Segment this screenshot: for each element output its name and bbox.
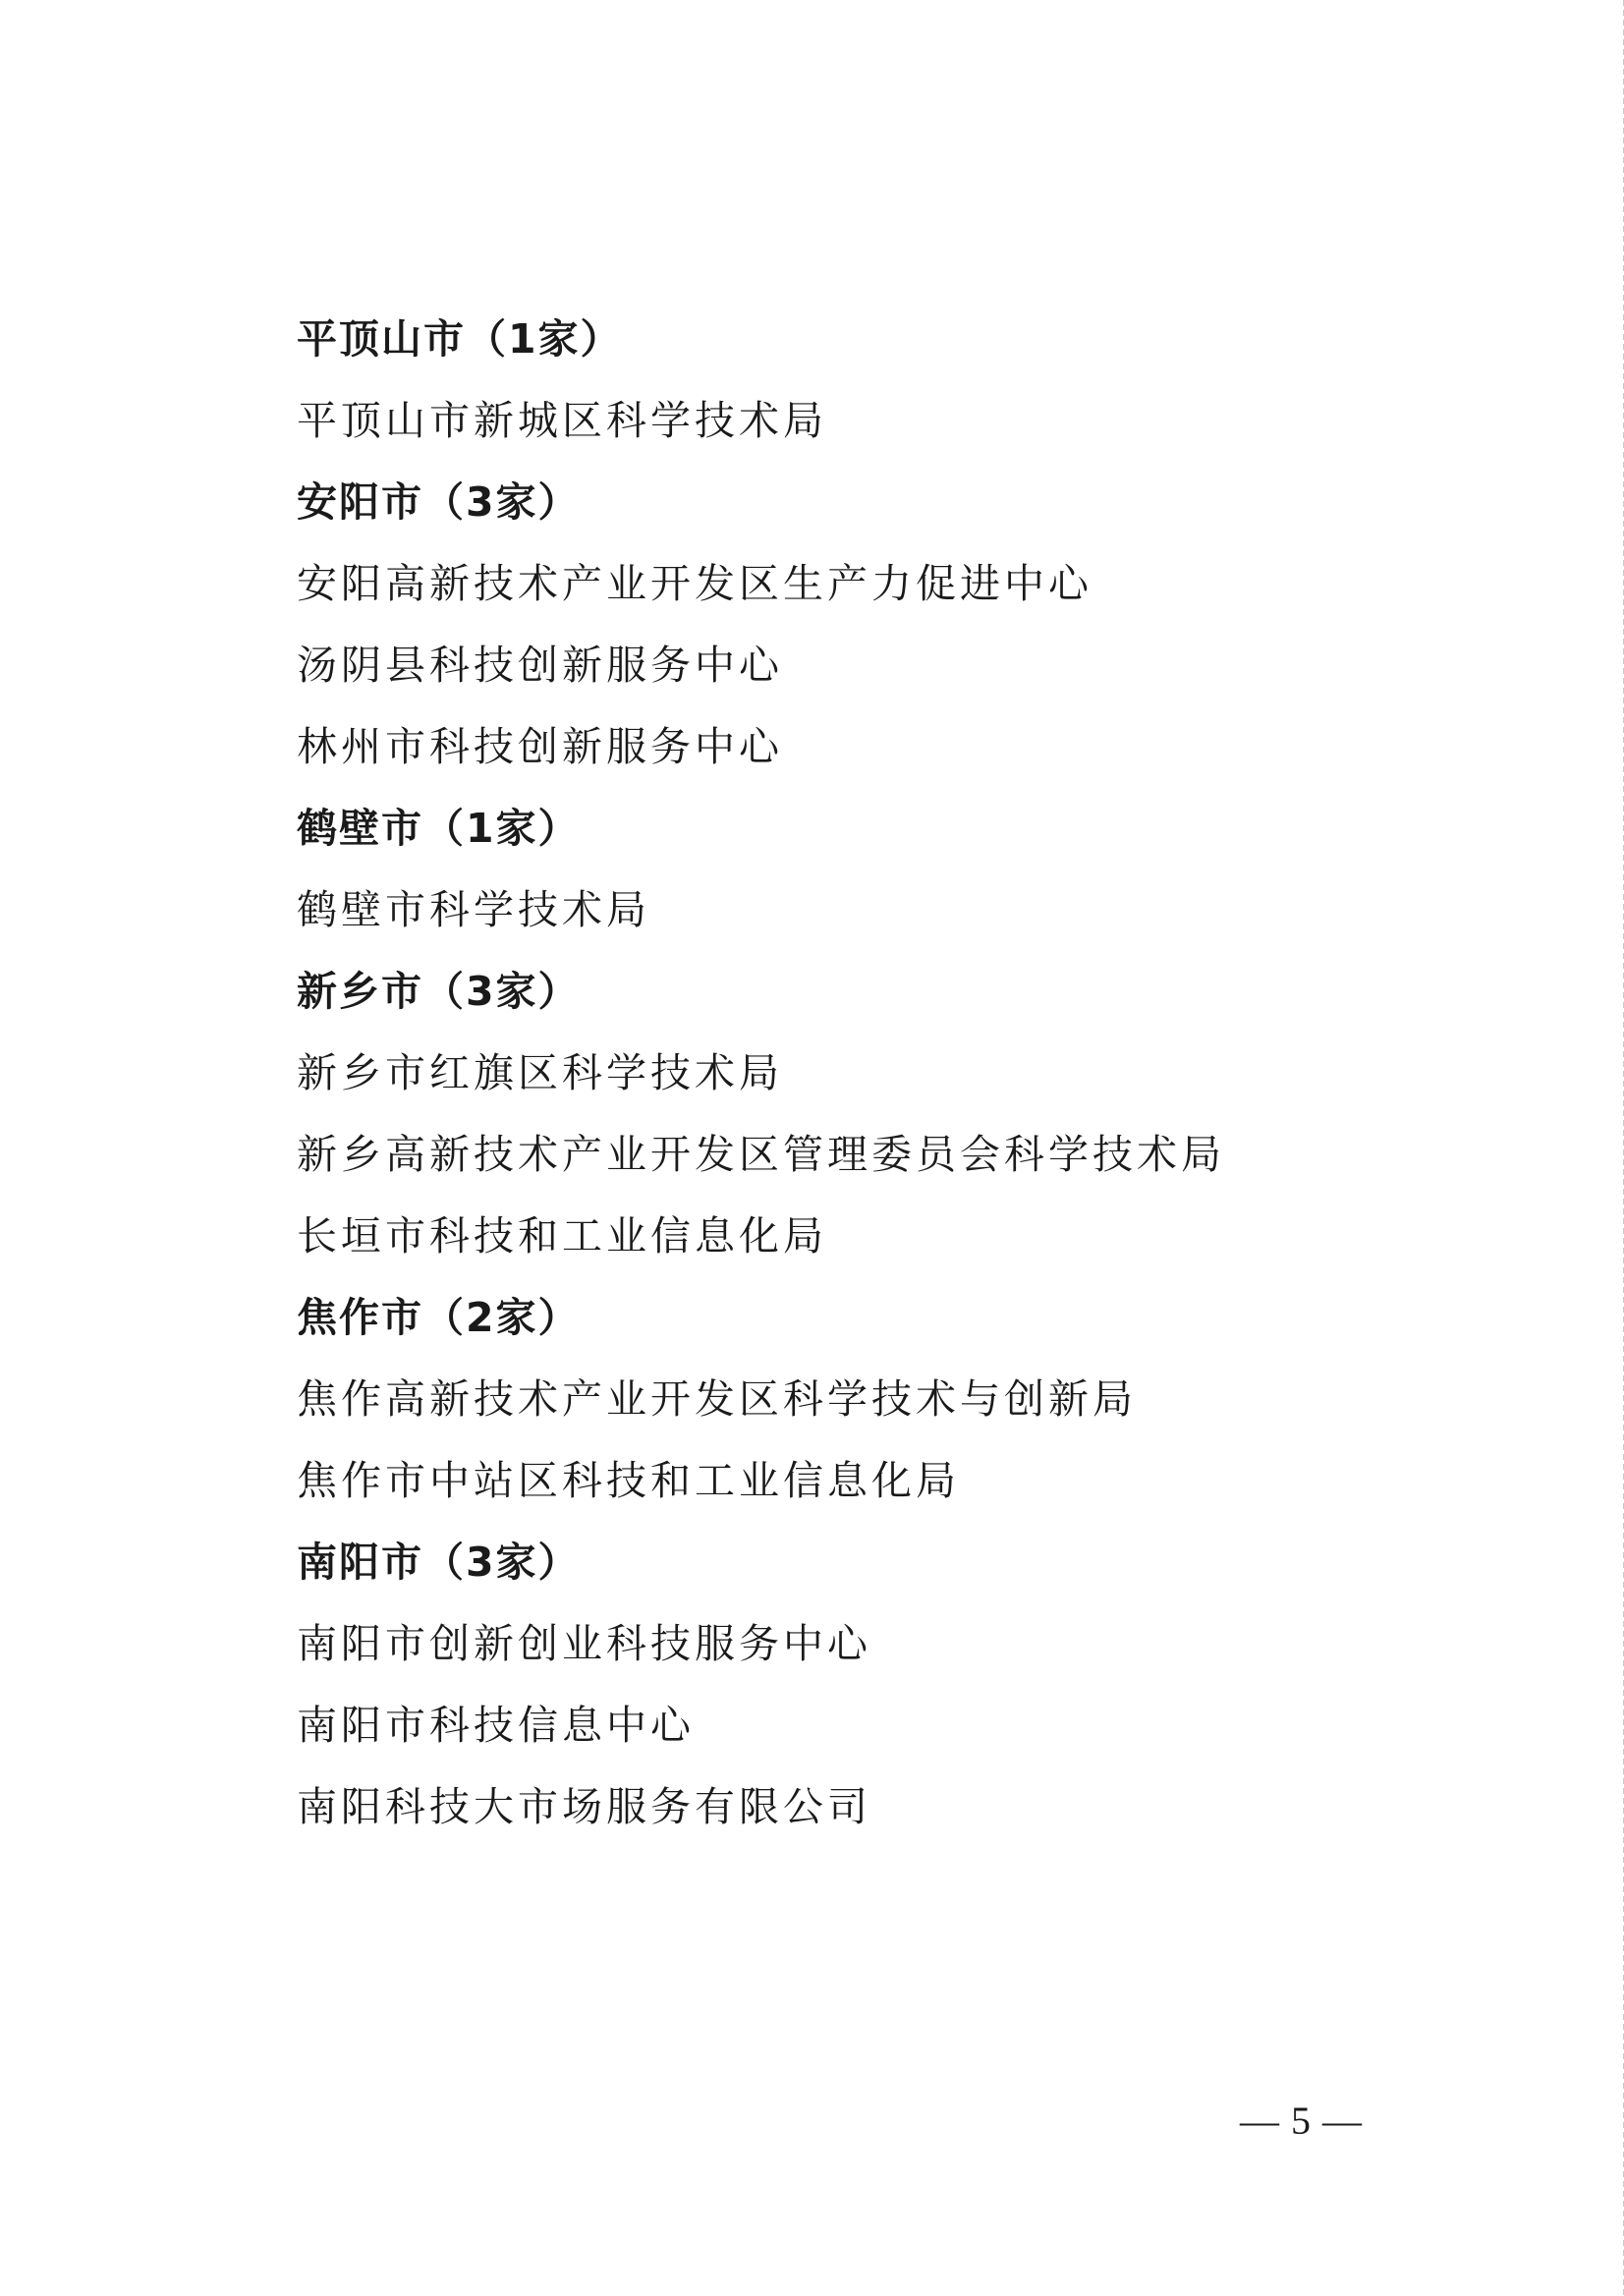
list-item: 焦作高新技术产业开发区科学技术与创新局 xyxy=(297,1375,1137,1423)
list-item: 南阳市创新创业科技服务中心 xyxy=(297,1620,871,1667)
document-body xyxy=(297,312,1476,1862)
section-jiaozuo xyxy=(297,1291,1476,1508)
section-heading: 平顶山市（1家） xyxy=(297,315,623,363)
list-item: 平顶山市新城区科学技术局 xyxy=(297,397,827,444)
section-heading: 安阳市（3家） xyxy=(297,478,581,526)
section-pingdingshan xyxy=(297,312,1476,448)
page-number: — 5 — xyxy=(1240,2099,1363,2143)
list-item: 新乡高新技术产业开发区管理委员会科学技术局 xyxy=(297,1131,1225,1178)
section-heading: 新乡市（3家） xyxy=(297,968,581,1015)
list-item: 焦作市中站区科技和工业信息化局 xyxy=(297,1457,960,1504)
section-xinxiang xyxy=(297,965,1476,1263)
list-item: 鹤壁市科学技术局 xyxy=(297,886,650,933)
list-item: 林州市科技创新服务中心 xyxy=(297,723,783,770)
list-item: 安阳高新技术产业开发区生产力促进中心 xyxy=(297,560,1092,607)
section-heading: 南阳市（3家） xyxy=(297,1539,581,1586)
section-anyang xyxy=(297,476,1476,774)
list-item: 南阳科技大市场服务有限公司 xyxy=(297,1783,871,1830)
section-heading: 焦作市（2家） xyxy=(297,1294,581,1341)
list-item: 汤阴县科技创新服务中心 xyxy=(297,642,783,689)
section-heading: 鹤壁市（1家） xyxy=(297,805,581,852)
list-item: 南阳市科技信息中心 xyxy=(297,1702,695,1749)
section-nanyang xyxy=(297,1536,1476,1834)
list-item: 新乡市红旗区科学技术局 xyxy=(297,1049,783,1096)
list-item: 长垣市科技和工业信息化局 xyxy=(297,1212,827,1260)
section-hebi xyxy=(297,802,1476,937)
